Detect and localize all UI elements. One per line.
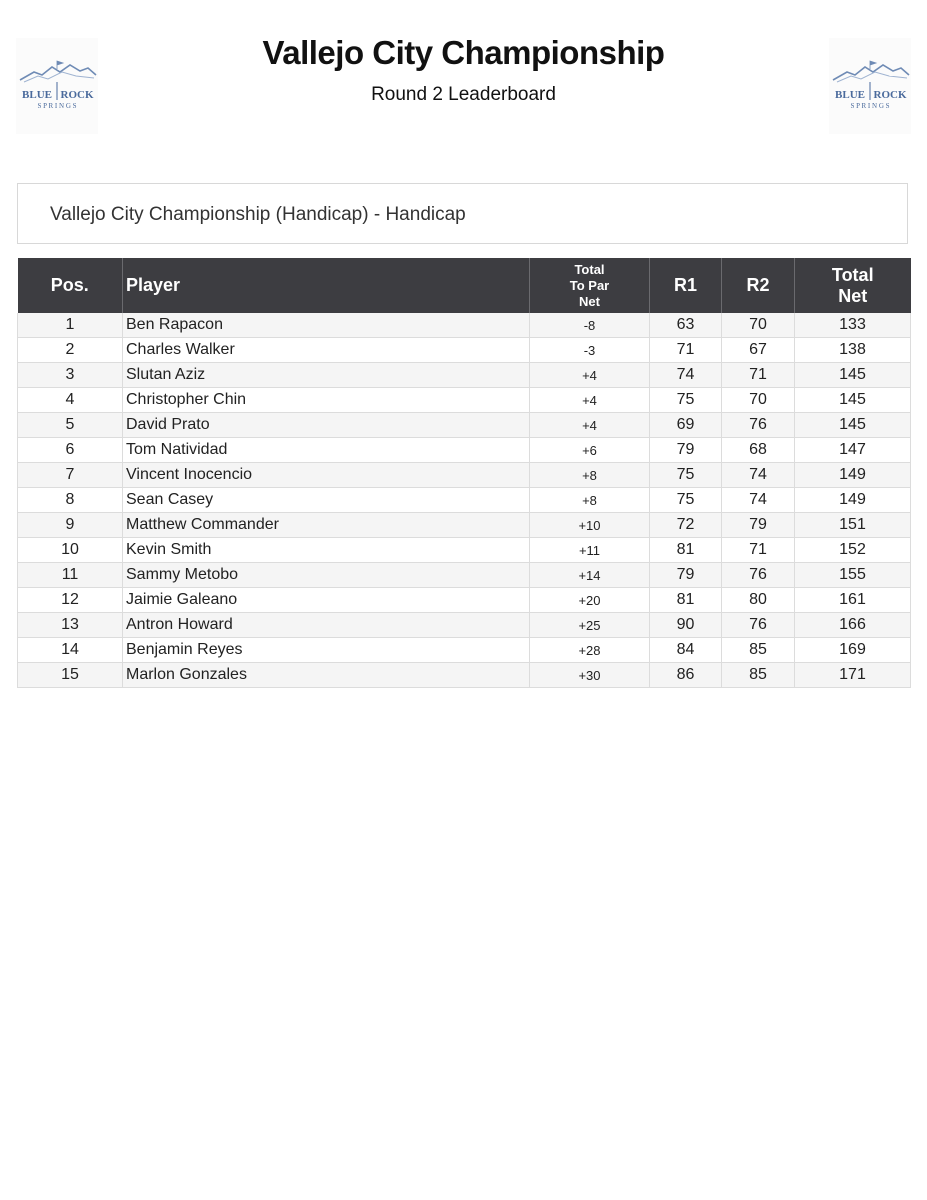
table-row bbox=[18, 613, 911, 638]
cell-r2: 71 bbox=[722, 363, 795, 388]
cell-total: 145 bbox=[795, 388, 911, 413]
cell-r1: 81 bbox=[650, 538, 722, 563]
cell-pos: 7 bbox=[18, 463, 123, 488]
cell-player: Tom Natividad bbox=[123, 438, 530, 463]
table-row bbox=[18, 563, 911, 588]
cell-r1: 79 bbox=[650, 563, 722, 588]
cell-r1: 86 bbox=[650, 663, 722, 688]
table-row bbox=[18, 463, 911, 488]
cell-total: 155 bbox=[795, 563, 911, 588]
cell-player: Ben Rapacon bbox=[123, 313, 530, 338]
table-row bbox=[18, 663, 911, 688]
cell-r2: 74 bbox=[722, 463, 795, 488]
cell-player: Antron Howard bbox=[123, 613, 530, 638]
cell-r1: 71 bbox=[650, 338, 722, 363]
cell-pos: 8 bbox=[18, 488, 123, 513]
cell-player: Christopher Chin bbox=[123, 388, 530, 413]
cell-r2: 80 bbox=[722, 588, 795, 613]
cell-total: 152 bbox=[795, 538, 911, 563]
table-row bbox=[18, 438, 911, 463]
cell-r1: 63 bbox=[650, 313, 722, 338]
column-header-player: Player bbox=[123, 258, 530, 313]
cell-total: 161 bbox=[795, 588, 911, 613]
cell-to-par: +8 bbox=[530, 488, 650, 513]
table-row bbox=[18, 513, 911, 538]
cell-pos: 10 bbox=[18, 538, 123, 563]
cell-r1: 75 bbox=[650, 388, 722, 413]
cell-player: Kevin Smith bbox=[123, 538, 530, 563]
cell-r2: 74 bbox=[722, 488, 795, 513]
cell-pos: 5 bbox=[18, 413, 123, 438]
table-row bbox=[18, 638, 911, 663]
cell-r1: 81 bbox=[650, 588, 722, 613]
cell-pos: 12 bbox=[18, 588, 123, 613]
cell-r2: 85 bbox=[722, 663, 795, 688]
logo-text-rock: ROCK bbox=[873, 89, 907, 101]
table-row bbox=[18, 363, 911, 388]
column-header-to-par-line3: Net bbox=[579, 293, 600, 309]
table-row bbox=[18, 313, 911, 338]
cell-r2: 70 bbox=[722, 388, 795, 413]
logo-text-springs: S P R I N G S bbox=[37, 102, 77, 110]
cell-player: Benjamin Reyes bbox=[123, 638, 530, 663]
cell-player: Sammy Metobo bbox=[123, 563, 530, 588]
column-header-total-to-par-net bbox=[530, 258, 650, 313]
cell-to-par: +11 bbox=[530, 538, 650, 563]
cell-r2: 85 bbox=[722, 638, 795, 663]
cell-r1: 75 bbox=[650, 463, 722, 488]
cell-r1: 79 bbox=[650, 438, 722, 463]
cell-to-par: +14 bbox=[530, 563, 650, 588]
cell-r2: 68 bbox=[722, 438, 795, 463]
cell-r1: 84 bbox=[650, 638, 722, 663]
cell-r2: 71 bbox=[722, 538, 795, 563]
cell-to-par: +20 bbox=[530, 588, 650, 613]
cell-total: 151 bbox=[795, 513, 911, 538]
logo-text-rock: ROCK bbox=[60, 89, 94, 101]
cell-to-par: -8 bbox=[530, 313, 650, 338]
cell-total: 149 bbox=[795, 488, 911, 513]
cell-total: 145 bbox=[795, 363, 911, 388]
cell-pos: 11 bbox=[18, 563, 123, 588]
cell-total: 166 bbox=[795, 613, 911, 638]
logo-text-blue: BLUE bbox=[835, 89, 865, 101]
cell-to-par: +4 bbox=[530, 413, 650, 438]
cell-pos: 1 bbox=[18, 313, 123, 338]
logo-text-blue: BLUE bbox=[22, 89, 52, 101]
cell-to-par: +28 bbox=[530, 638, 650, 663]
cell-player: Matthew Commander bbox=[123, 513, 530, 538]
cell-total: 169 bbox=[795, 638, 911, 663]
cell-r2: 67 bbox=[722, 338, 795, 363]
table-row bbox=[18, 488, 911, 513]
column-header-total-net bbox=[795, 258, 911, 313]
cell-to-par: +10 bbox=[530, 513, 650, 538]
cell-player: Slutan Aziz bbox=[123, 363, 530, 388]
column-header-total-line1: Total bbox=[831, 264, 874, 285]
cell-pos: 15 bbox=[18, 663, 123, 688]
cell-r1: 69 bbox=[650, 413, 722, 438]
column-header-to-par-line2: To Par bbox=[569, 277, 610, 293]
cell-r1: 75 bbox=[650, 488, 722, 513]
table-row bbox=[18, 413, 911, 438]
cell-pos: 3 bbox=[18, 363, 123, 388]
cell-to-par: +6 bbox=[530, 438, 650, 463]
cell-total: 149 bbox=[795, 463, 911, 488]
cell-to-par: -3 bbox=[530, 338, 650, 363]
cell-total: 138 bbox=[795, 338, 911, 363]
column-header-r2: R2 bbox=[722, 258, 795, 313]
leaderboard-table bbox=[17, 258, 911, 688]
cell-r2: 76 bbox=[722, 563, 795, 588]
cell-to-par: +30 bbox=[530, 663, 650, 688]
column-header-pos: Pos. bbox=[18, 258, 123, 313]
table-row bbox=[18, 388, 911, 413]
cell-pos: 4 bbox=[18, 388, 123, 413]
division-header bbox=[17, 183, 908, 244]
cell-pos: 14 bbox=[18, 638, 123, 663]
cell-total: 133 bbox=[795, 313, 911, 338]
cell-to-par: +4 bbox=[530, 388, 650, 413]
cell-r2: 79 bbox=[722, 513, 795, 538]
cell-pos: 2 bbox=[18, 338, 123, 363]
cell-pos: 9 bbox=[18, 513, 123, 538]
cell-total: 171 bbox=[795, 663, 911, 688]
cell-player: Vincent Inocencio bbox=[123, 463, 530, 488]
cell-pos: 6 bbox=[18, 438, 123, 463]
logo-text-springs: S P R I N G S bbox=[850, 102, 890, 110]
cell-to-par: +8 bbox=[530, 463, 650, 488]
cell-to-par: +25 bbox=[530, 613, 650, 638]
cell-r1: 74 bbox=[650, 363, 722, 388]
division-label: Vallejo City Championship (Handicap) - Handicap bbox=[50, 204, 466, 225]
cell-player: Charles Walker bbox=[123, 338, 530, 363]
column-header-r1: R1 bbox=[650, 258, 722, 313]
cell-player: Marlon Gonzales bbox=[123, 663, 530, 688]
table-row bbox=[18, 588, 911, 613]
cell-player: Jaimie Galeano bbox=[123, 588, 530, 613]
table-row bbox=[18, 338, 911, 363]
table-header-row bbox=[18, 258, 911, 313]
cell-player: Sean Casey bbox=[123, 488, 530, 513]
cell-r2: 76 bbox=[722, 413, 795, 438]
page-title: Vallejo City Championship bbox=[262, 34, 665, 71]
cell-pos: 13 bbox=[18, 613, 123, 638]
cell-r2: 76 bbox=[722, 613, 795, 638]
cell-total: 147 bbox=[795, 438, 911, 463]
cell-r1: 72 bbox=[650, 513, 722, 538]
table-row bbox=[18, 538, 911, 563]
column-header-total-line2: Net bbox=[838, 285, 868, 306]
cell-r1: 90 bbox=[650, 613, 722, 638]
page-subtitle: Round 2 Leaderboard bbox=[371, 84, 556, 105]
cell-to-par: +4 bbox=[530, 363, 650, 388]
cell-total: 145 bbox=[795, 413, 911, 438]
cell-player: David Prato bbox=[123, 413, 530, 438]
column-header-to-par-line1: Total bbox=[574, 261, 605, 277]
cell-r2: 70 bbox=[722, 313, 795, 338]
